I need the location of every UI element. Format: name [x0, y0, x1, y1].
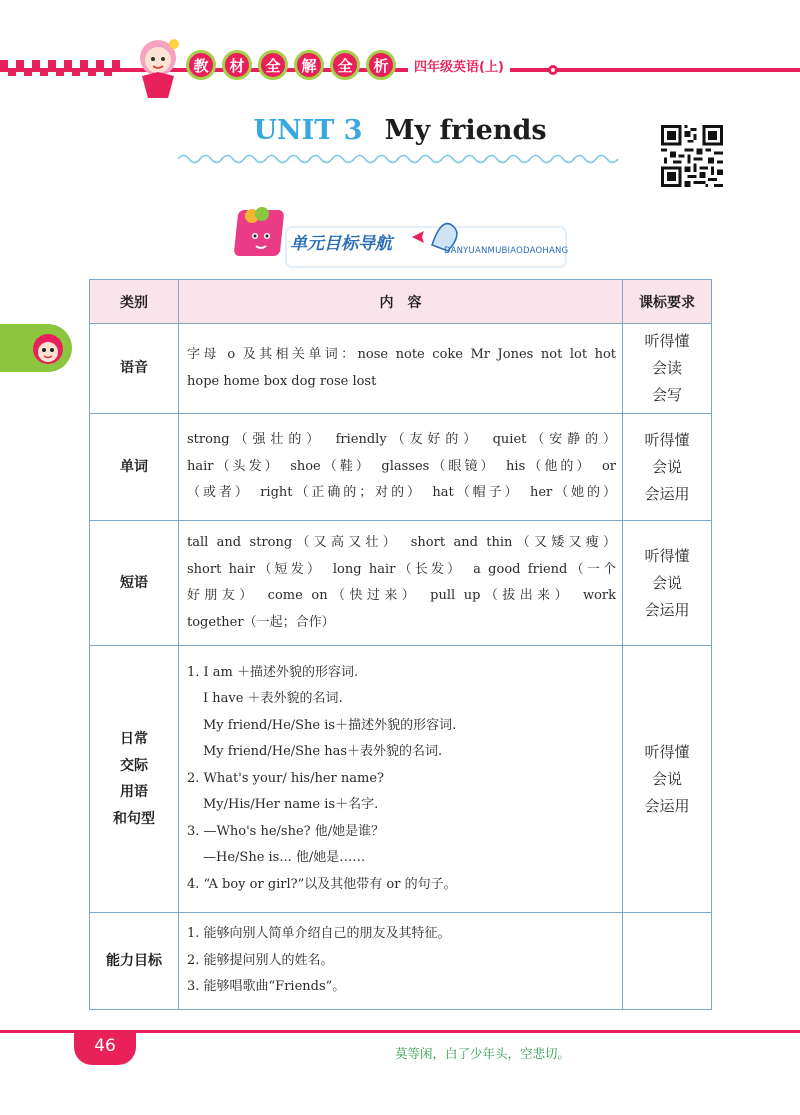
- content-cell: [179, 646, 623, 913]
- requirement-item: 会说: [651, 457, 682, 476]
- header-category: 类别: [90, 280, 179, 324]
- requirement-item: 会说: [651, 573, 682, 592]
- category-cell: [90, 913, 179, 1010]
- requirement-item: 听得懂: [644, 546, 690, 565]
- requirement-cell: [623, 521, 712, 646]
- table-row: [90, 646, 712, 913]
- content-line: 字母 o 及其相关单词：nose note coke Mr Jones not lot hot: [187, 347, 616, 362]
- category-label: 短语: [120, 574, 148, 591]
- pen-icon: [520, 58, 560, 78]
- requirement-item: 听得懂: [644, 332, 690, 350]
- category-label: 语音: [120, 360, 148, 377]
- requirement-cell: [623, 324, 712, 414]
- qr-code-icon[interactable]: [661, 125, 723, 187]
- requirement-cell: [623, 913, 712, 1010]
- requirement-item: 听得懂: [644, 430, 690, 449]
- header-requirement: 课标要求: [623, 280, 712, 324]
- banner-title: 单元目标导航: [290, 234, 392, 254]
- header-book-title: 四年级英语(上): [408, 56, 510, 75]
- unit-name: My friends: [384, 115, 547, 146]
- table-row: [90, 324, 712, 414]
- cube-fruit-icon: [242, 204, 272, 224]
- category-label: 能力目标: [106, 952, 162, 969]
- cartoon-face-icon: [30, 330, 66, 366]
- footer-motto: 莫等闲，白了少年头，空悲切。: [395, 1046, 571, 1061]
- category-cell: [90, 324, 179, 414]
- header-series-title: [186, 50, 396, 80]
- content-cell: [179, 324, 623, 414]
- requirement-item: 会读: [651, 359, 682, 377]
- header-char: 材: [222, 50, 252, 80]
- unit-goals-table: [89, 279, 712, 1010]
- header-char: 教: [186, 50, 216, 80]
- content-line: My friend/He/She is＋描述外貌的形容词.: [203, 717, 457, 733]
- requirement-cell: [623, 414, 712, 521]
- category-label: 和句型: [113, 810, 155, 827]
- content-cell: [179, 414, 623, 521]
- category-label: 用语: [120, 784, 148, 800]
- content-cell: [179, 913, 623, 1010]
- content-line: 好朋友） come on（快过来） pull up（拔出来） work: [187, 588, 616, 603]
- requirement-item: 会说: [651, 769, 682, 788]
- header-char: 全: [258, 50, 288, 80]
- category-cell: [90, 414, 179, 521]
- requirement-item: 会运用: [644, 484, 690, 503]
- content-line: together（一起；合作）: [187, 614, 335, 630]
- content-line: 3. —Who's he/she? 他/她是谁？: [187, 823, 385, 839]
- category-label: 交际: [120, 757, 148, 774]
- content-line: 1. I am ＋描述外貌的形容词.: [187, 664, 359, 680]
- content-line: My/His/Her name is＋名字.: [203, 797, 379, 813]
- requirement-item: 会写: [651, 386, 682, 404]
- title-wave-divider: [178, 152, 622, 166]
- table-row: [90, 913, 712, 1010]
- content-line: hope home box dog rose lost: [187, 373, 377, 389]
- banner-pinyin: DANYUANMUBIAODAOHANG: [444, 246, 569, 256]
- content-line: tall and strong（又高又壮） short and thin（又矮又瘦）: [187, 535, 616, 550]
- content-line: My friend/He/She has＋表外貌的名词.: [203, 744, 443, 760]
- table-row: [90, 521, 712, 646]
- requirement-item: 听得懂: [644, 742, 690, 761]
- requirement-item: 会运用: [644, 796, 690, 815]
- requirement-cell: [623, 646, 712, 913]
- cube-face-icon: [246, 226, 276, 256]
- unit-number: UNIT 3: [253, 115, 363, 146]
- header-line: [0, 68, 800, 72]
- category-label: 日常: [120, 731, 148, 747]
- content-cell: [179, 521, 623, 646]
- content-line: strong（强壮的） friendly（友好的） quiet（安静的）: [187, 432, 616, 448]
- category-cell: [90, 521, 179, 646]
- girl-mascot-icon: [128, 30, 188, 100]
- header-content: 内 容: [179, 280, 623, 324]
- category-label: 单词: [120, 458, 148, 475]
- header-char: 全: [330, 50, 360, 80]
- content-line: 1. 能够向别人简单介绍自己的朋友及其特征。: [187, 926, 451, 942]
- header-char: 解: [294, 50, 324, 80]
- category-cell: [90, 646, 179, 913]
- content-line: —He/She is... 他/她是……: [203, 850, 366, 866]
- content-line: short hair（短发） long hair（长发） a good friend（一个: [187, 561, 616, 577]
- page-header: [0, 0, 800, 100]
- content-line: I have ＋表外貌的名词.: [203, 691, 343, 707]
- content-line: 3. 能够唱歌曲“Friends”。: [187, 979, 346, 995]
- content-line: 2. What's your/ his/her name?: [187, 770, 384, 786]
- content-line: 4. “A boy or girl?”以及其他带有 or 的句子。: [187, 876, 457, 892]
- content-line: （或者） right（正确的；对的） hat（帽子） her（她的）: [187, 485, 616, 501]
- content-line: hair（头发） shoe（鞋） glasses（眼镜） his（他的） or: [187, 458, 616, 474]
- page-number: 46: [94, 1036, 116, 1056]
- content-line: 2. 能够提问别人的姓名。: [187, 952, 334, 968]
- header-char: 析: [366, 50, 396, 80]
- table-header-row: [90, 280, 712, 324]
- table-row: [90, 414, 712, 521]
- requirement-item: 会运用: [644, 600, 690, 619]
